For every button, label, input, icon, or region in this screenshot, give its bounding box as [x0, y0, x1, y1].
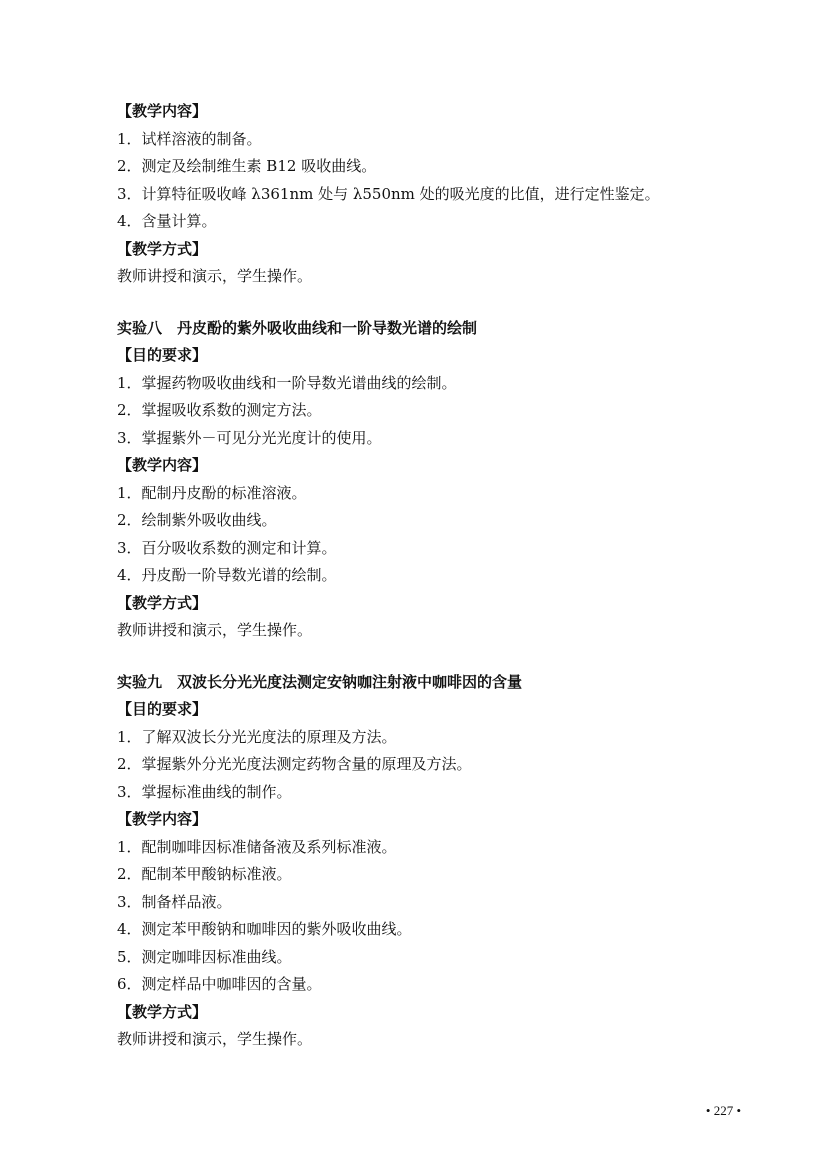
- method-heading: 【教学方式】: [117, 593, 208, 612]
- content-item: 4．丹皮酚一阶导数光谱的绘制。: [117, 566, 337, 584]
- goal-heading: 【目的要求】: [117, 700, 208, 718]
- section-experiment-9: [117, 669, 757, 1054]
- method-heading: 【教学方式】: [117, 239, 208, 258]
- content-heading: 【教学内容】: [117, 456, 208, 474]
- experiment-title: 实验八 丹皮酚的紫外吸收曲线和一阶导数光谱的绘制: [117, 318, 478, 337]
- page-number: • 227 •: [705, 1103, 741, 1118]
- goal-item: 2．掌握吸收系数的测定方法。: [117, 401, 322, 419]
- content-item: 1．配制丹皮酚的标准溶液。: [117, 483, 307, 502]
- section-experiment-8: [117, 315, 757, 645]
- content-heading: 【教学内容】: [117, 810, 208, 828]
- method-text: 教师讲授和演示，学生操作。: [117, 267, 313, 285]
- content-item: 3．制备样品液。: [117, 892, 232, 911]
- content-item: 2．绘制紫外吸收曲线。: [117, 511, 277, 529]
- section-previous-experiment: [117, 98, 757, 291]
- content-item: 1．配制咖啡因标准储备液及系列标准液。: [117, 837, 397, 856]
- content-item: 3．计算特征吸收峰 λ361nm 处与 λ550nm 处的吸光度的比值，进行定性鉴定。: [117, 184, 660, 203]
- content-item: 4．含量计算。: [117, 212, 217, 230]
- content-item: 2．配制苯甲酸钠标准液。: [117, 865, 292, 883]
- method-heading: 【教学方式】: [117, 1002, 208, 1021]
- goal-heading: 【目的要求】: [117, 346, 208, 364]
- section-spacer: [117, 645, 757, 669]
- method-text: 教师讲授和演示，学生操作。: [117, 1030, 313, 1048]
- goal-item: 1．掌握药物吸收曲线和一阶导数光谱曲线的绘制。: [117, 373, 457, 392]
- section-spacer: [117, 291, 757, 315]
- goal-item: 1．了解双波长分光光度法的原理及方法。: [117, 727, 397, 746]
- content-item: 3．百分吸收系数的测定和计算。: [117, 538, 337, 557]
- page-body: [117, 98, 757, 1054]
- content-item: 6．测定样品中咖啡因的含量。: [117, 975, 322, 993]
- content-item: 2．测定及绘制维生素 B12 吸收曲线。: [117, 157, 377, 175]
- content-item: 1．试样溶液的制备。: [117, 129, 262, 148]
- method-text: 教师讲授和演示，学生操作。: [117, 621, 313, 639]
- goal-item: 2．掌握紫外分光光度法测定药物含量的原理及方法。: [117, 755, 472, 773]
- content-heading: 【教学内容】: [117, 102, 208, 120]
- goal-item: 3．掌握标准曲线的制作。: [117, 782, 292, 801]
- content-item: 5．测定咖啡因标准曲线。: [117, 947, 292, 966]
- experiment-title: 实验九 双波长分光光度法测定安钠咖注射液中咖啡因的含量: [117, 672, 523, 691]
- goal-item: 3．掌握紫外－可见分光光度计的使用。: [117, 428, 382, 447]
- content-item: 4．测定苯甲酸钠和咖啡因的紫外吸收曲线。: [117, 920, 412, 938]
